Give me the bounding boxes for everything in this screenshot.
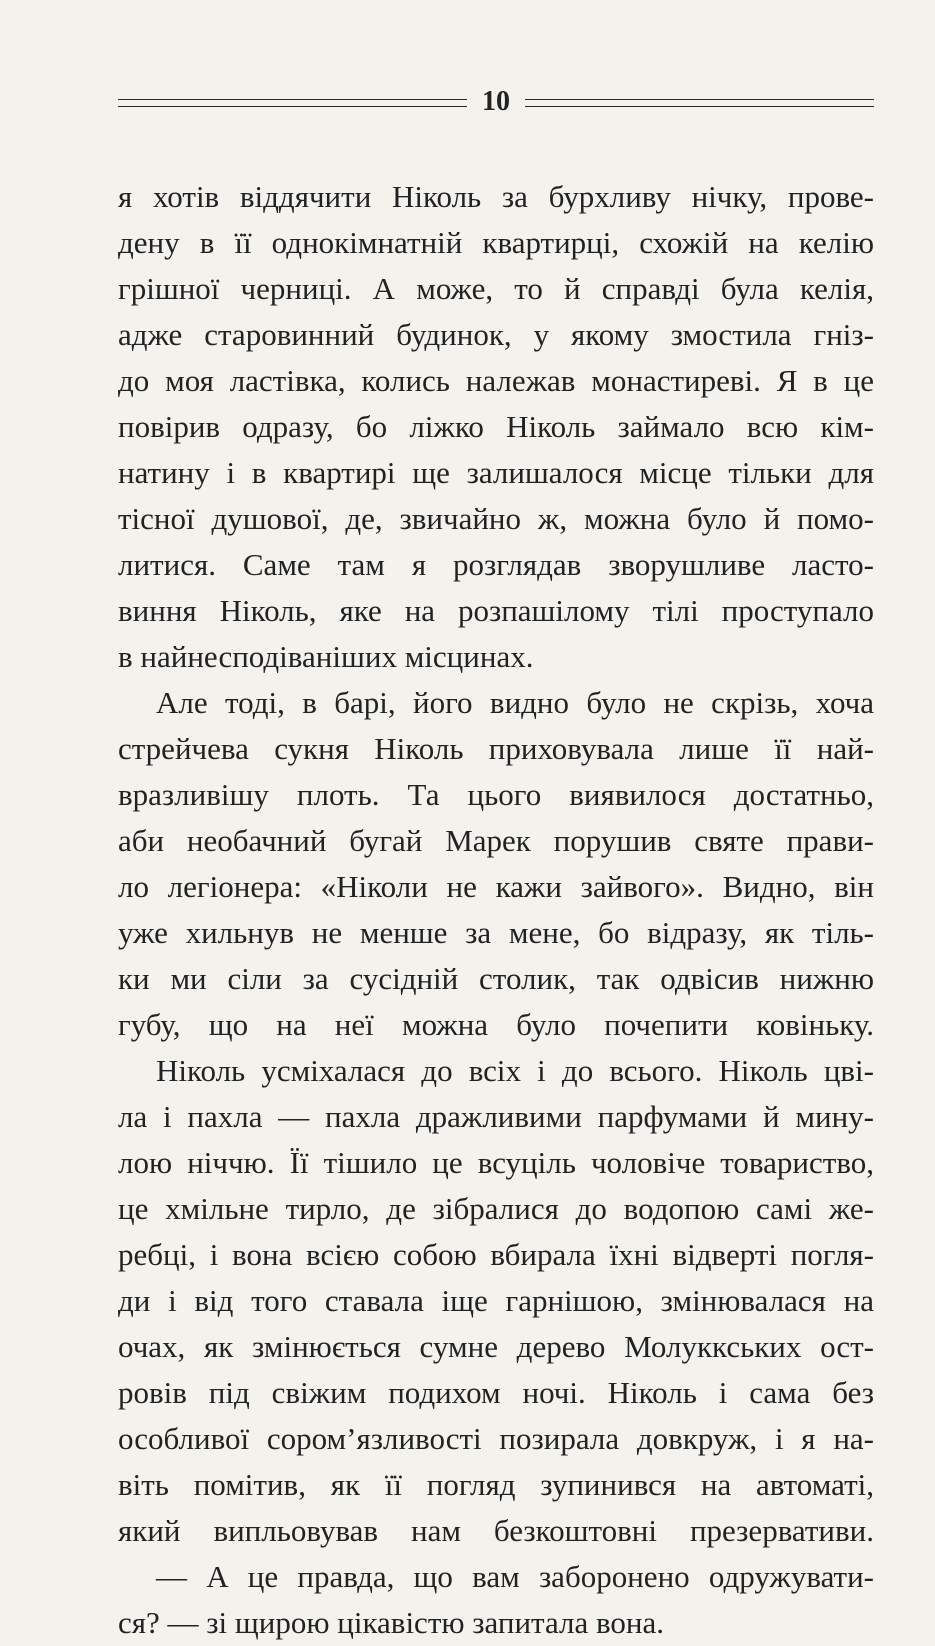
text-line: ки ми сіли за сусідній столик, так одвісив нижню [118,961,874,996]
text-line: Але тоді, в барі, його видно було не скрізь, хоча [156,685,874,720]
text-line: вразливішу плоть. Та цього виявилося достатньо, [118,777,874,812]
text-line: ди і від того ставала іще гарнішою, змінювалася на [118,1283,874,1318]
body-text [118,174,874,1646]
text-line: губу, що на неї можна було почепити ковіньку. [118,1007,874,1042]
text-line: виння Ніколь, яке на розпашілому тілі проступало [118,593,874,628]
text-line: грішної черниці. А може, то й справді була келія, [118,271,874,306]
text-line: віть помітив, як її погляд зупинився на автоматі, [118,1467,874,1502]
text-line: Ніколь усміхалася до всіх і до всього. Ніколь цві- [156,1053,874,1088]
text-line: ла і пахла — пахла дражливими парфумами й мину- [118,1099,874,1134]
text-line: який випльовував нам безкоштовні презервативи. [118,1513,874,1548]
text-line: дену в її однокімнатній квартирці, схожій на келію [118,225,874,260]
text-line: це хмільне тирло, де зібралися до водопою самі же- [118,1191,874,1226]
text-line: очах, як змінюється сумне дерево Молуккських ост- [118,1329,874,1364]
text-line: особливої сором’язливості позирала довкруж, і я на- [118,1421,874,1456]
text-line: литися. Саме там я розглядав зворушливе ласто- [118,547,874,582]
text-line: стрейчева сукня Ніколь приховувала лише її най- [118,731,874,766]
text-line: ровів під свіжим подихом ночі. Ніколь і сама без [118,1375,874,1410]
text-line: натину і в квартирі ще залишалося місце тільки для [118,455,874,490]
text-line: адже старовинний будинок, у якому змостила гніз- [118,317,874,352]
text-line: до моя ластівка, колись належав монастиреві. Я в це [118,363,874,398]
text-line: я хотів віддячити Ніколь за бурхливу нічку, прове- [118,179,874,214]
header-rule-left [118,99,467,107]
text-line: лою ніччю. Її тішило це всуціль чоловіче товариство, [118,1145,874,1180]
text-line: ся? — зі щирою цікавістю запитала вона. [118,1605,665,1640]
text-line: повірив одразу, бо ліжко Ніколь займало всю кім- [118,409,874,444]
header-rule-right [525,99,874,107]
page-header [118,84,874,124]
text-line: ло легіонера: «Ніколи не кажи зайвого». Видно, він [118,869,874,904]
text-line: аби необачний бугай Марек порушив святе прави- [118,823,874,858]
page-number: 10 [482,86,510,117]
text-line: ребці, і вона всією собою вбирала їхні відверті погля- [118,1237,874,1272]
text-line: тісної душової, де, звичайно ж, можна було й помо- [118,501,874,536]
text-line: — А це правда, що вам заборонено одружувати- [156,1559,874,1594]
text-line: в найнесподіваніших місцинах. [118,639,534,674]
text-line: уже хильнув не менше за мене, бо відразу, як тіль- [118,915,874,950]
